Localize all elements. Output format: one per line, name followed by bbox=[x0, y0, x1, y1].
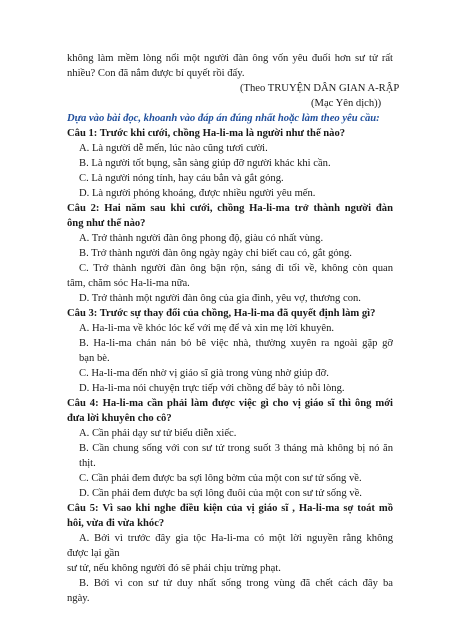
question-1: Câu 1: Trước khi cưới, chồng Ha-li-ma là người như thế nào? bbox=[67, 128, 346, 139]
question-5-line-2: hôi, vừa đi vừa khóc? bbox=[67, 518, 165, 529]
question-4-line-1: Câu 4: Ha-li-ma cần phải làm được việc gì cho vị giáo sĩ thì ông mới bbox=[67, 398, 393, 409]
q4-option-b-line-2: thịt. bbox=[79, 458, 96, 469]
q2-option-b: B. Trở thành người đàn ông ngày ngày chỉ biết cau có, gắt gỏng. bbox=[79, 248, 352, 259]
source-citation: (Theo TRUYỆN DÂN GIAN A-RẬP bbox=[240, 83, 400, 94]
intro-line-1: không làm mềm lòng nổi một người đàn ông vốn yêu đuối hơn sư tử rất bbox=[67, 53, 393, 64]
translator-credit: (Mạc Yên dịch)) bbox=[311, 98, 382, 109]
q5-option-b-line-2: ngày. bbox=[67, 593, 90, 604]
q5-option-a-line-2: được lại gần bbox=[67, 548, 120, 559]
q5-option-b-line-1: B. Bởi vì con sư tử duy nhất sống trong vùng đã chết cách đây ba bbox=[79, 578, 393, 589]
question-2-line-2: ông như thế nào? bbox=[67, 218, 146, 229]
q3-option-c: C. Ha-li-ma đến nhờ vị giáo sĩ già trong vùng nhờ giúp đỡ. bbox=[79, 368, 329, 379]
instruction-heading: Dựa vào bài đọc, khoanh vào đáp án đúng nhất hoặc làm theo yêu cầu: bbox=[67, 113, 380, 124]
q4-option-d: D. Cần phải đem được ba sợi lông đuôi của một con sư tử sống về. bbox=[79, 488, 362, 499]
q2-option-c-line-2: tâm, chăm sóc Ha-li-ma nữa. bbox=[67, 278, 190, 289]
q5-option-a-line-1: A. Bởi vì trước đây gia tộc Ha-li-ma có một lời nguyền rằng không bbox=[79, 533, 393, 544]
q4-option-a: A. Cần phải dạy sư tử biểu diễn xiếc. bbox=[79, 428, 237, 439]
q1-option-b: B. Là người tốt bụng, sẵn sàng giúp đỡ người khác khi cần. bbox=[79, 158, 331, 169]
q3-option-b-line-2: bạn bè. bbox=[79, 353, 110, 364]
question-3: Câu 3: Trước sự thay đổi của chồng, Ha-li-ma đã quyết định làm gì? bbox=[67, 308, 376, 319]
q2-option-d: D. Trở thành một người đàn ông của gia đình, yêu vợ, thương con. bbox=[79, 293, 361, 304]
q2-option-c-line-1: C. Trở thành người đàn ông bận rộn, sáng đi tối về, không còn quan bbox=[79, 263, 393, 274]
question-5-line-1: Câu 5: Vì sao khi nghe điều kiện của vị giáo sĩ , Ha-li-ma sợ toát mồ bbox=[67, 503, 393, 514]
question-4-line-2: đưa lời khuyên cho cô? bbox=[67, 413, 172, 424]
q2-option-a: A. Trở thành người đàn ông phong độ, giàu có nhất vùng. bbox=[79, 233, 324, 244]
q3-option-b-line-1: B. Ha-li-ma chán nản bỏ bê việc nhà, thường xuyên ra ngoài gặp gỡ bbox=[79, 338, 393, 349]
q3-option-d: D. Ha-li-ma nói chuyện trực tiếp với chồng để bày tỏ nỗi lòng. bbox=[79, 383, 345, 394]
q1-option-a: A. Là người dễ mến, lúc nào cũng tươi cười. bbox=[79, 143, 268, 154]
q3-option-a: A. Ha-li-ma về khóc lóc kể với mẹ để và xin mẹ lời khuyên. bbox=[79, 323, 335, 334]
q1-option-d: D. Là người phóng khoáng, được nhiều người yêu mến. bbox=[79, 188, 316, 199]
q4-option-c: C. Cần phải đem được ba sợi lông bờm của một con sư tử sống về. bbox=[79, 473, 362, 484]
q1-option-c: C. Là người nóng tính, hay cáu bẳn và gắt gỏng. bbox=[79, 173, 284, 184]
q4-option-b-line-1: B. Cần chung sống với con sư tử trong suốt 3 tháng mà không bị nó ăn bbox=[79, 443, 393, 454]
intro-line-2: nhiều? Con đã nắm được bí quyết rồi đấy. bbox=[67, 68, 245, 79]
q5-option-a-line-3: sư tử, nếu không người đó sẽ phải chịu trừng phạt. bbox=[67, 563, 281, 574]
question-2-line-1: Câu 2: Hai năm sau khi cưới, chồng Ha-li-ma trở thành người đàn bbox=[67, 203, 393, 214]
